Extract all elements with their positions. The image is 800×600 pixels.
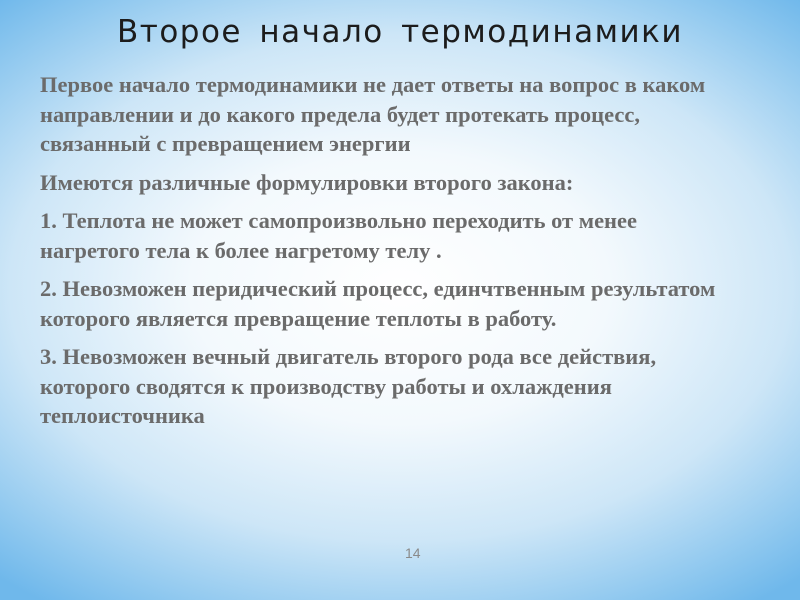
page-number: 14 — [405, 545, 421, 561]
slide-body — [40, 70, 720, 440]
paragraph-formulations-heading: Имеются различные формулировки второго закона: — [40, 169, 574, 195]
paragraph-formulation-1: 1. Теплота не может самопроизвольно переходить от менее нагретого тела к более нагретому телу . — [40, 208, 637, 263]
paragraph-formulation-2: 2. Невозможен перидический процесс, единчтвенным результатом которого является превращение теплоты в работу. — [40, 276, 716, 331]
slide-title: Второе начало термодинамики — [117, 14, 683, 50]
paragraph-formulation-3: 3. Невозможен вечный двигатель второго рода все действия, которого сводятся к производству работы и охлаждения теплоисточника — [40, 344, 657, 428]
paragraph-intro: Первое начало термодинамики не дает ответы на вопрос в каком направлении и до какого предела будет протекать процесс, связанный с превращением энергии — [40, 72, 706, 156]
